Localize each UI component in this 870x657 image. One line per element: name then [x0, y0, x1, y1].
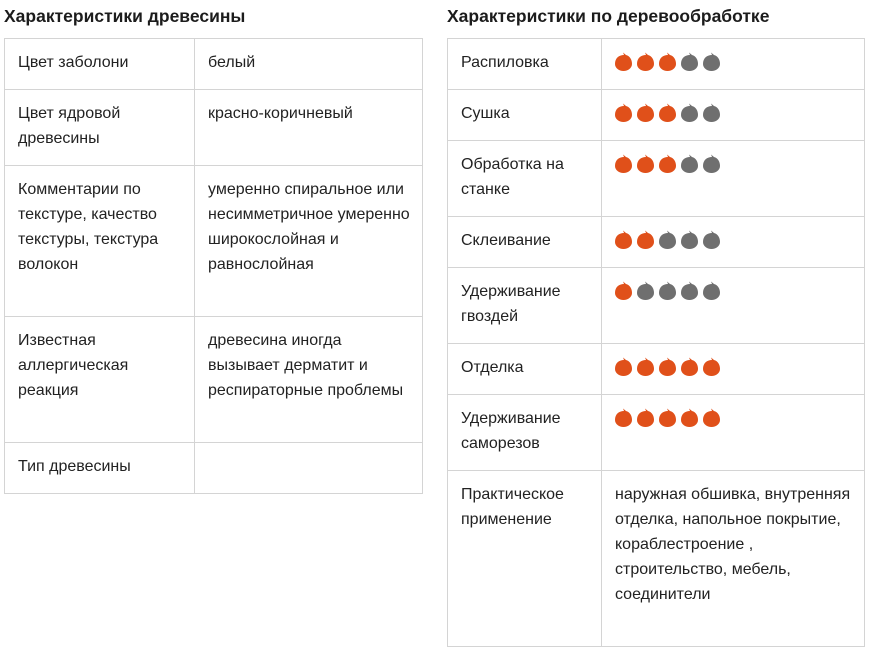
table-row	[448, 90, 865, 141]
rating	[613, 51, 852, 72]
leaf-icon	[657, 230, 678, 250]
leaf-icon	[657, 281, 678, 301]
leaf-icon	[657, 103, 678, 123]
leaf-icon	[635, 52, 656, 72]
table-row	[448, 268, 865, 344]
table-row	[5, 39, 423, 90]
leaf-icon	[613, 281, 634, 301]
leaf-icon	[657, 357, 678, 377]
leaf-icon	[679, 230, 700, 250]
leaf-icon	[613, 154, 634, 174]
table-row	[448, 471, 865, 647]
row-label: Тип древесины	[5, 443, 195, 494]
processing-characteristics-title: Характеристики по деревообработке	[447, 6, 770, 26]
rating	[613, 280, 852, 301]
row-value: наружная обшивка, внутренняя отделка, напольное покрытие, кораблестроение , строительство, мебель, соединители	[602, 471, 865, 647]
leaf-icon	[635, 103, 656, 123]
table-row	[448, 217, 865, 268]
leaf-icon	[679, 103, 700, 123]
rating	[613, 153, 852, 174]
table-row	[448, 344, 865, 395]
leaf-icon	[613, 52, 634, 72]
row-label: Известная аллергическая реакция	[5, 317, 195, 443]
leaf-icon	[679, 52, 700, 72]
leaf-icon	[679, 357, 700, 377]
rating	[613, 356, 852, 377]
leaf-icon	[701, 154, 722, 174]
row-label: Склеивание	[448, 217, 602, 268]
row-value: умеренно спиральное или несимметричное умеренно широкослойная и равнослойная	[195, 166, 423, 317]
leaf-icon	[657, 408, 678, 428]
row-value: древесина иногда вызывает дерматит и респираторные проблемы	[195, 317, 423, 443]
table-row	[5, 443, 423, 494]
row-value: белый	[195, 39, 423, 90]
processing-characteristics-table	[447, 38, 865, 647]
row-label: Удерживание гвоздей	[448, 268, 602, 344]
leaf-icon	[701, 281, 722, 301]
leaf-icon	[701, 357, 722, 377]
leaf-icon	[613, 230, 634, 250]
row-value	[195, 443, 423, 494]
table-row	[448, 395, 865, 471]
row-label: Отделка	[448, 344, 602, 395]
table-row	[448, 141, 865, 217]
rating	[613, 229, 852, 250]
leaf-icon	[635, 408, 656, 428]
leaf-icon	[657, 52, 678, 72]
table-row	[5, 166, 423, 317]
rating	[613, 102, 852, 123]
row-label: Распиловка	[448, 39, 602, 90]
wood-characteristics-table	[4, 38, 423, 494]
table-row	[448, 39, 865, 90]
row-label: Комментарии по текстуре, качество текстуры, текстура волокон	[5, 166, 195, 317]
leaf-icon	[679, 281, 700, 301]
leaf-icon	[701, 230, 722, 250]
row-label: Обработка на станке	[448, 141, 602, 217]
leaf-icon	[635, 281, 656, 301]
leaf-icon	[701, 52, 722, 72]
rating	[613, 407, 852, 428]
leaf-icon	[701, 408, 722, 428]
leaf-icon	[635, 357, 656, 377]
leaf-icon	[679, 408, 700, 428]
row-label: Цвет ядровой древесины	[5, 90, 195, 166]
row-label: Сушка	[448, 90, 602, 141]
leaf-icon	[613, 408, 634, 428]
row-label: Удерживание саморезов	[448, 395, 602, 471]
leaf-icon	[701, 103, 722, 123]
leaf-icon	[635, 154, 656, 174]
leaf-icon	[679, 154, 700, 174]
row-label: Цвет заболони	[5, 39, 195, 90]
leaf-icon	[613, 103, 634, 123]
leaf-icon	[657, 154, 678, 174]
row-value: красно-коричневый	[195, 90, 423, 166]
leaf-icon	[635, 230, 656, 250]
table-row	[5, 90, 423, 166]
leaf-icon	[613, 357, 634, 377]
row-label: Практическое применение	[448, 471, 602, 647]
table-row	[5, 317, 423, 443]
wood-characteristics-title: Характеристики древесины	[4, 6, 246, 26]
